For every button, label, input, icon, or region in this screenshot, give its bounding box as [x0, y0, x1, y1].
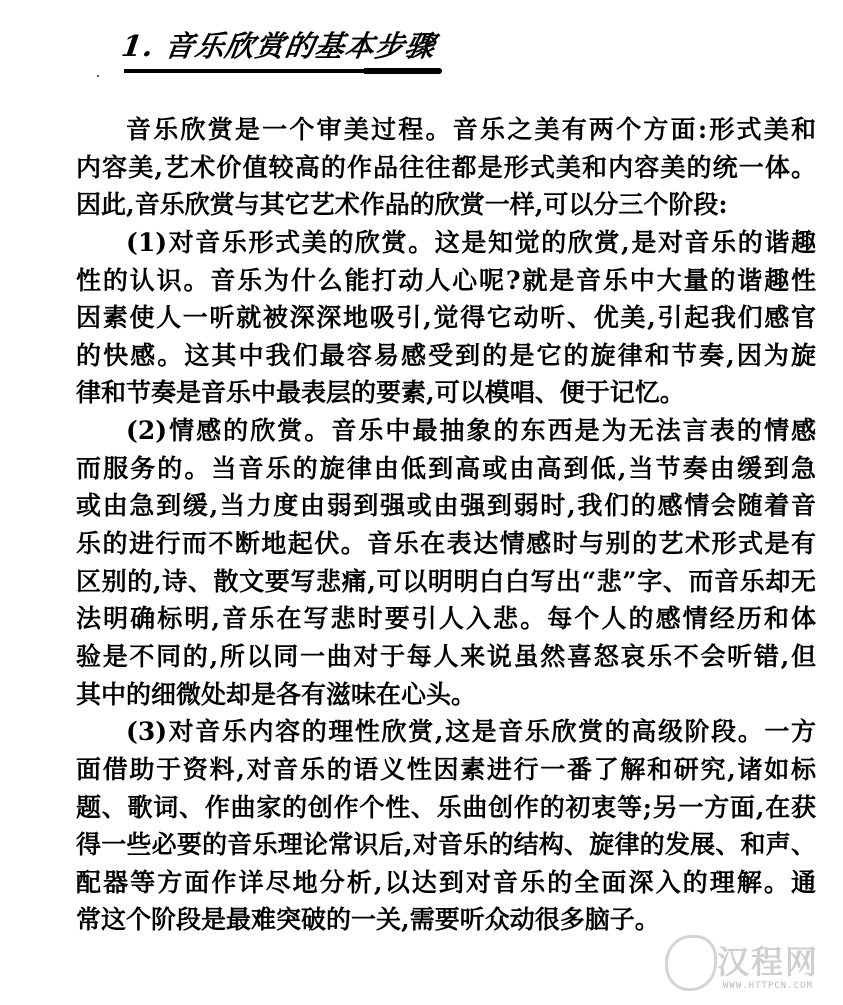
- scan-speck: [97, 75, 99, 77]
- text-line: 音乐欣赏是一个审美过程。音乐之美有两个方面:形式美和: [126, 115, 816, 144]
- text-line: 性的认识。音乐为什么能打动人心呢?就是音乐中大量的谐趣性: [76, 265, 816, 295]
- text-line: 其中的细微处却是各有滋味在心头。: [76, 679, 477, 709]
- text-line: 配器等方面作详尽地分析,以达到对音乐的全面深入的理解。通: [76, 867, 816, 897]
- text-line: 因此,音乐欣赏与其它艺术作品的欣赏一样,可以分三个阶段:: [76, 190, 728, 220]
- text-line: 验是不同的,所以同一曲对于每人来说虽然喜怒哀乐不会听错,但: [76, 641, 816, 671]
- text-line: 法明确标明,音乐在写悲时要引人入悲。每个人的感情经历和体: [76, 604, 816, 634]
- text-line: 常这个阶段是最难突破的一关,需要听众动很多脑子。: [76, 905, 660, 935]
- title-underline: [124, 69, 442, 73]
- text-line: 而服务的。当音乐的旋律由低到高或由高到低,当节奏由缓到急: [76, 453, 816, 483]
- text-line: (3)对音乐内容的理性欣赏,这是音乐欣赏的高级阶段。一方: [126, 717, 816, 747]
- watermark: [665, 935, 840, 1000]
- document-body: [76, 111, 816, 939]
- text-line: 乐的进行而不断地起伏。音乐在表达情感时与别的艺术形式是有: [76, 529, 816, 559]
- text-line: 或由急到缓,当力度由弱到强或由强到弱时,我们的感情会随着音: [76, 491, 816, 521]
- text-line: 面借助于资料,对音乐的语义性因素进行一番了解和研究,诸如标: [76, 754, 816, 784]
- text-line: (2)情感的欣赏。音乐中最抽象的东西是为无法言表的情感: [126, 416, 816, 446]
- paragraph-intro: [76, 111, 816, 224]
- text-line: 得一些必要的音乐理论常识后,对音乐的结构、旋律的发展、和声、: [76, 830, 816, 860]
- watermark-logo-icon: [665, 935, 717, 991]
- paragraph-stage-1: [76, 224, 816, 412]
- text-line: 内容美,艺术价值较高的作品往往都是形式美和内容美的统一体。: [76, 152, 816, 182]
- text-line: (1)对音乐形式美的欣赏。这是知觉的欣赏,是对音乐的谐趣: [126, 227, 816, 257]
- section-title: 1. 音乐欣赏的基本步骤: [119, 29, 438, 63]
- paragraph-stage-2: [76, 412, 816, 713]
- text-line: 因素使人一听就被深深地吸引,觉得它动听、优美,引起我们感官: [76, 303, 816, 333]
- paragraph-stage-3: [76, 713, 816, 939]
- watermark-url: WWW.HTTPCN.COM: [723, 981, 813, 991]
- text-line: 的快感。这其中我们最容易感受到的是它的旋律和节奏,因为旋: [76, 340, 816, 370]
- text-line: 题、歌词、作曲家的创作个性、乐曲创作的初衷等;另一方面,在获: [76, 792, 816, 822]
- watermark-name: 汉程网: [717, 943, 820, 981]
- text-line: 律和节奏是音乐中最表层的要素,可以模唱、便于记忆。: [76, 378, 685, 408]
- text-line: 区别的,诗、散文要写悲痛,可以明明白白写出“悲”字、而音乐却无: [76, 566, 816, 596]
